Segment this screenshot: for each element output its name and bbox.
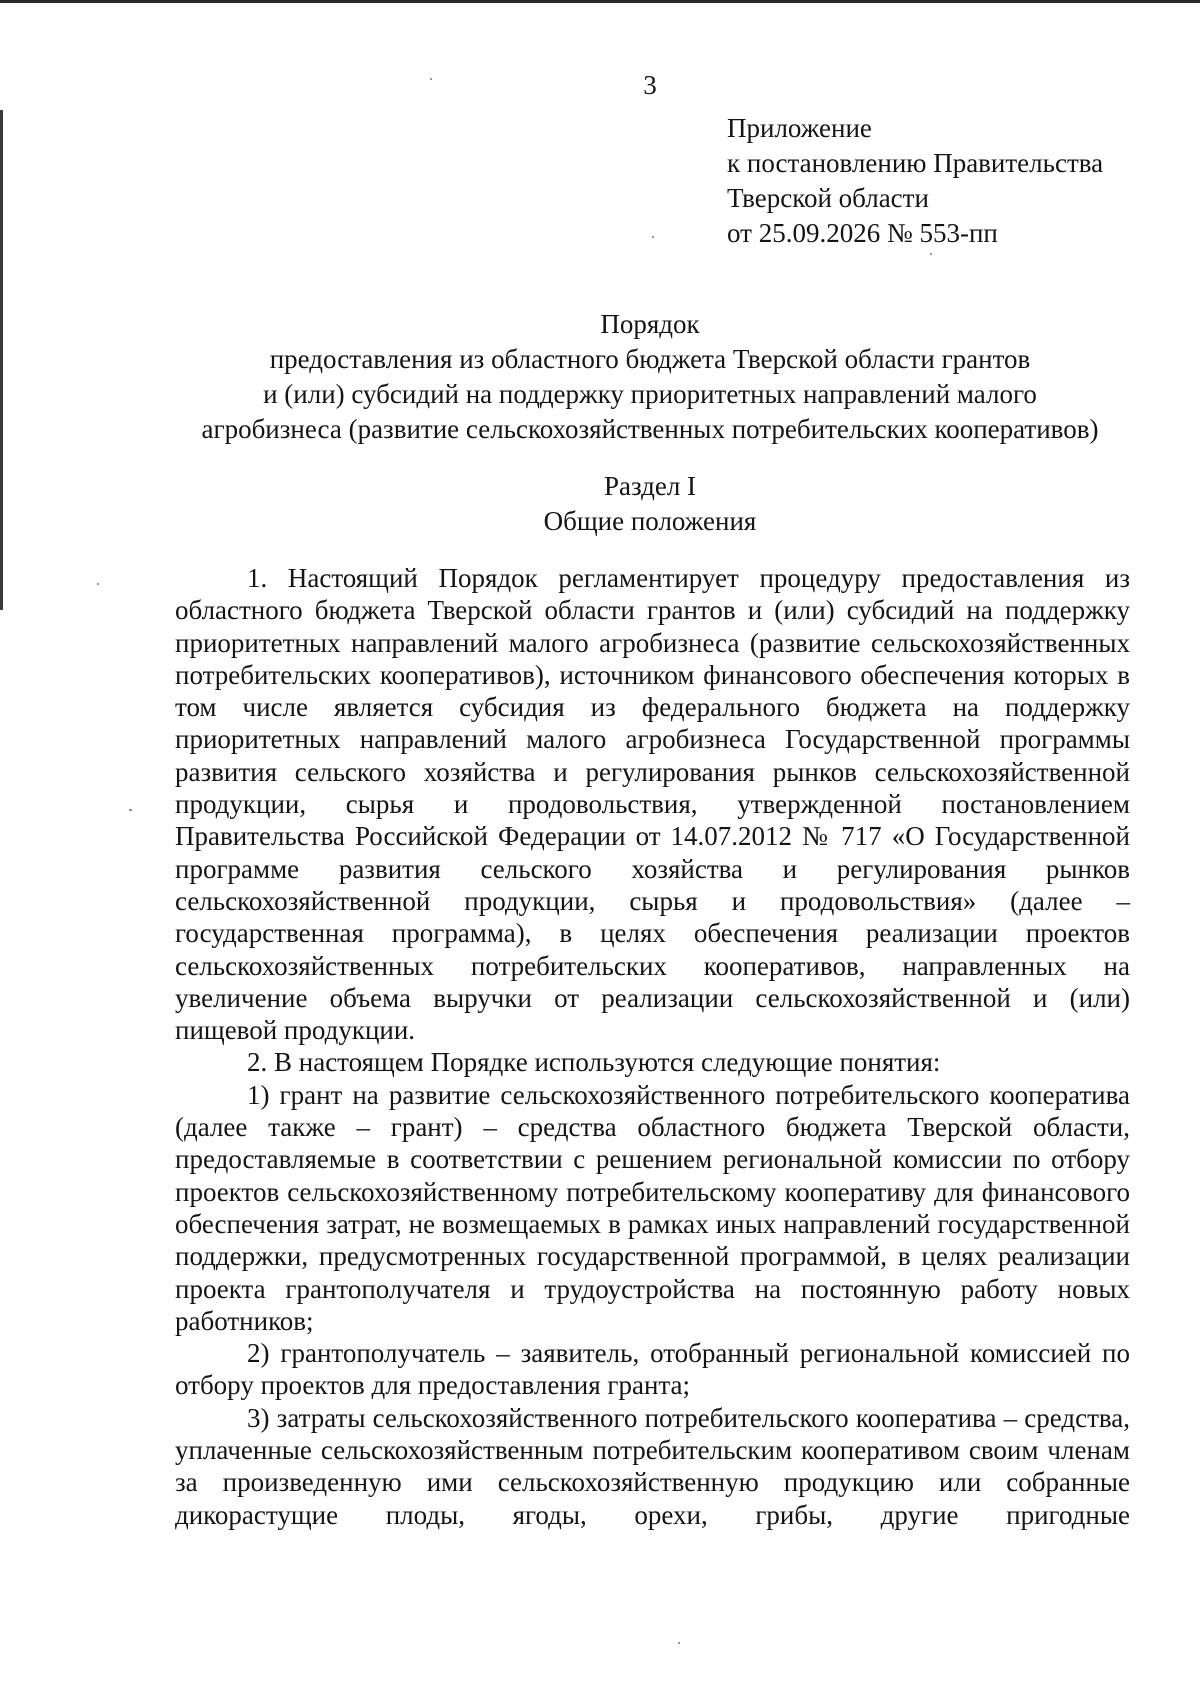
document-body [175,562,1130,1531]
scan-speck [930,253,932,255]
appendix-date-number: от 25.09.2026 № 553-пп [727,218,998,248]
scan-speck [129,809,132,811]
scan-speck [652,236,654,238]
scan-speck [678,1642,680,1644]
title-heading: Порядок [600,309,700,339]
paragraph-1: 1. Настоящий Порядок регламентирует процедуру предоставления из областного бюджета Тверской области грантов и (или) субсидий на поддержку приоритетных направлений малого агробизнеса (развитие сельскохозяйственных потребительских кооперативов), источником финансового обеспечения которых в том числе является субсидия из федерального бюджета на поддержку приоритетных направлений малого агробизнеса Государственной программы развития сельского хозяйства и регулирования рынков сельскохозяйственной продукции, сырья и продовольствия, утвержденной постановлением Правительства Российской Федерации от 14.07.2012 № 717 «О Государственной программе развития сельского хозяйства и регулирования рынков сельскохозяйственной продукции, сырья и продовольствия» (далее – государственная программа), в целях обеспечения реализации проектов сельскохозяйственных потребительских кооперативов, направленных на увеличение объема выручки от реализации сельскохозяйственной и (или) пищевой продукции. [175,563,1130,1046]
scan-speck [97,583,99,585]
title-line: и (или) субсидий на поддержку приоритетных направлений малого [263,379,1037,409]
definition-2: 2) грантополучатель – заявитель, отобранный региональной комиссией по отбору проектов для предоставления гранта; [175,1338,1130,1401]
title-line: предоставления из областного бюджета Тверской области грантов [269,344,1031,374]
document-title [170,307,1130,447]
appendix-line: Приложение [727,113,872,143]
scan-speck [430,78,432,80]
page-number: 3 [643,70,657,100]
scan-edge-left [0,110,3,610]
definition-3: 3) затраты сельскохозяйственного потребительского кооператива – средства, уплаченные сельскохозяйственным потребительским кооперативом своим членам за произведенную ими сельскохозяйственную продукцию или собранные дикорастущие плоды, ягоды, орехи, грибы, другие пригодные [175,1402,1130,1530]
appendix-block [727,111,1103,251]
appendix-line: Тверской области [727,183,929,213]
paragraph-2: 2. В настоящем Порядке используются следующие понятия: [247,1047,941,1078]
definition-1: 1) грант на развитие сельскохозяйственного потребительского кооператива (далее также – грант) – средства областного бюджета Тверской области, предоставляемые в соответствии с решением региональной комиссии по отбору проектов сельскохозяйственному потребительскому кооперативу для финансового обеспечения затрат, не возмещаемых в рамках иных направлений государственной поддержки, предусмотренных государственной программой, в целях реализации проекта грантополучателя и трудоустройства на постоянную работу новых работников; [175,1079,1130,1336]
scan-edge-top [0,0,1200,3]
section-number: Раздел I [603,471,697,501]
appendix-line: к постановлению Правительства [727,148,1104,178]
section-name: Общие положения [543,506,757,536]
title-line: агробизнеса (развитие сельскохозяйственных потребительских кооперативов) [201,414,1099,444]
section-heading [170,469,1130,539]
